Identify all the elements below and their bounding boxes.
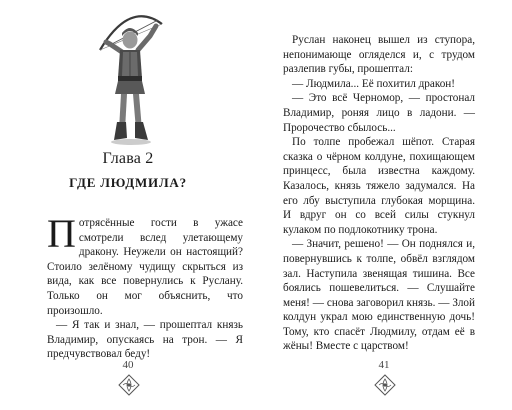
paragraph-4: По толпе пробежал шёпот. Старая сказка о чёрном колдуне, похищающем принцесс, была известна каждому. Казалось, князь тяжело задумался. На его лбу выступила глубокая морщина. И вдруг он со всей силы стукнул кулаком по подлокотнику трона. — [283, 136, 475, 236]
paragraph-1 — [47, 211, 243, 318]
page-number-left: 40 — [122, 359, 134, 371]
paragraph-2: — Людмила... Её похитил дракон! — [292, 77, 456, 90]
chapter-number: Глава 2 — [102, 150, 154, 167]
drop-cap: П — [47, 211, 76, 256]
right-page-text — [283, 33, 475, 354]
paragraph-1: Руслан наконец вышел из ступора, непонимающе огляделся и, с трудом разлепив губы, прошептал: — [283, 34, 475, 76]
ornament-icon — [374, 374, 396, 396]
paragraph-2: — Я так и знал, — прошептал князь Владимир, опускаясь на трон. — Я предчувствовал беду! — [47, 319, 243, 361]
ornament-icon — [118, 374, 140, 396]
left-page-text — [47, 211, 243, 362]
chapter-title: ГДЕ ЛЮДМИЛА? — [69, 175, 187, 190]
archer-illustration — [92, 6, 172, 148]
paragraph-5: — Значит, решено! — Он поднялся и, повернувшись к толпе, обвёл взглядом зал. Наступила звенящая тишина. Все боялись пошевелиться. — Слушайте меня! — снова заговорил князь. — Злой колдун украл мою единственную дочь! Тому, кто спасёт Людмилу, отдам её в жёны! Вместе с царством! — [283, 238, 475, 353]
page-number-right: 41 — [378, 359, 390, 371]
right-page — [256, 0, 512, 410]
paragraph-1-text: отрясённые гости в ужасе смотрели вслед улетающему дракону. Неужели он настоящий? Стоило зелёному чудищу скрыться из вида, как все повернулись к Руслану. Только он мог объяснить, что произошло. — [47, 217, 243, 317]
paragraph-3: — Это всё Черномор, — простонал Владимир, роняя лицо в ладони. — Пророчество сбылось... — [283, 92, 475, 134]
